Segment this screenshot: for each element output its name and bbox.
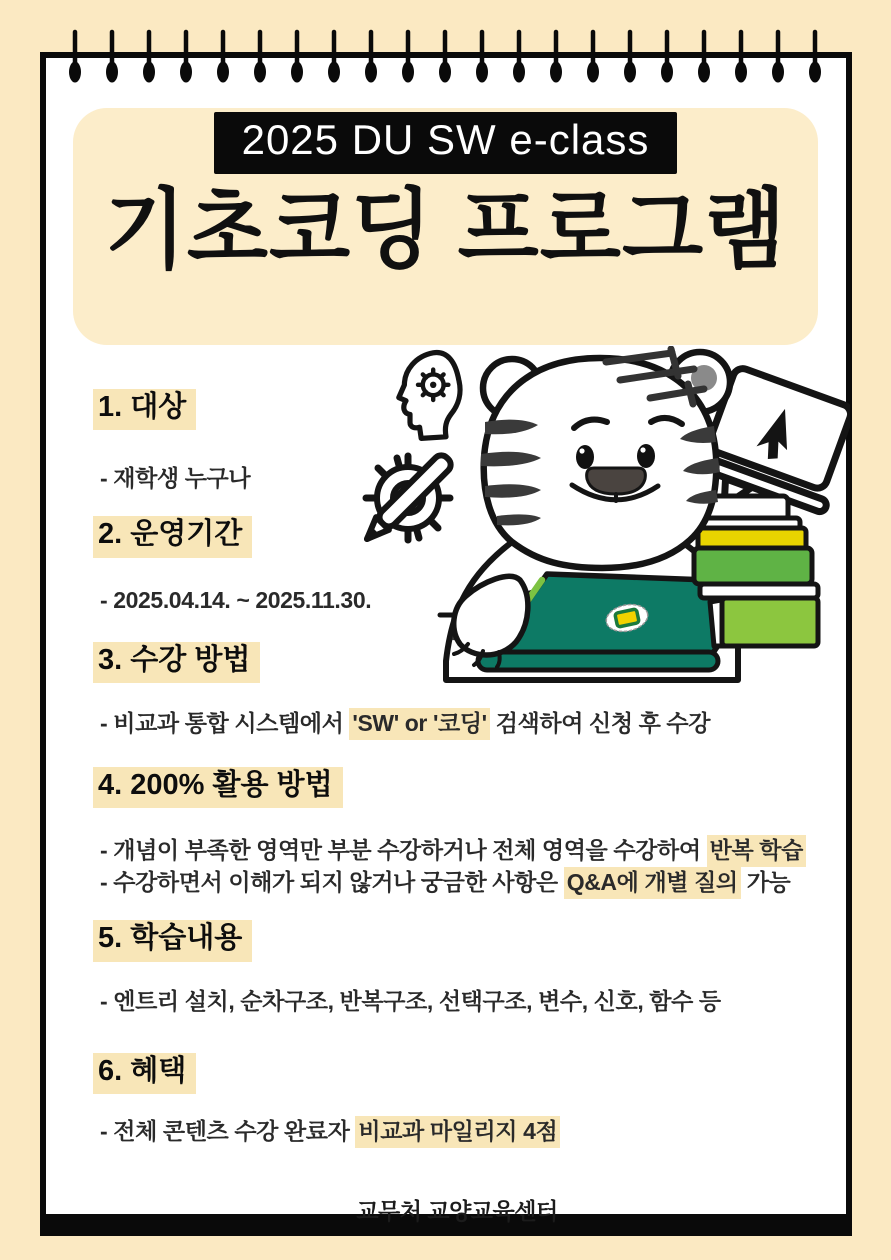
bullet-line: - 2025.04.14. ~ 2025.11.30. xyxy=(100,586,372,613)
section-heading: 2. 운영기간 xyxy=(93,516,252,557)
section-lines xyxy=(98,707,816,739)
info-section xyxy=(98,389,816,494)
bullet-line: - 비교과 통합 시스템에서 'SW' or '코딩' 검색하여 신청 후 수강 xyxy=(98,707,816,739)
section-heading: 3. 수강 방법 xyxy=(93,642,260,683)
footer-text: 교무처 교양교육센터 xyxy=(356,1198,558,1225)
spiral-binding-rings xyxy=(69,32,821,83)
sections xyxy=(98,389,816,1147)
program-badge: 2025 DU SW e-class xyxy=(214,112,678,174)
section-lines xyxy=(98,462,816,494)
bullet-line: - 개념이 부족한 영역만 부분 수강하거나 전체 영역을 수강하여 반복 학습 xyxy=(98,834,816,866)
highlighted-text: 반복 학습 xyxy=(707,835,806,867)
section-lines xyxy=(98,1115,816,1147)
section-heading: 6. 혜택 xyxy=(93,1053,196,1094)
info-section xyxy=(98,920,816,1016)
hero-box xyxy=(73,108,818,345)
section-heading: 5. 학습내용 xyxy=(93,920,252,961)
highlighted-text: 'SW' or '코딩' xyxy=(349,708,489,740)
bullet-line: - 전체 콘텐츠 수강 완료자 비교과 마일리지 4점 xyxy=(98,1115,816,1147)
section-heading: 1. 대상 xyxy=(93,389,196,430)
program-title: 기초코딩 프로그램 xyxy=(104,181,787,279)
section-lines xyxy=(98,834,816,898)
bullet-line: - 재학생 누구나 xyxy=(100,465,251,492)
section-heading: 4. 200% 활용 방법 xyxy=(93,767,343,808)
section-lines xyxy=(98,985,816,1017)
bullet-line: - 수강하면서 이해가 되지 않거나 궁금한 사항은 Q&A에 개별 질의 가능 xyxy=(98,866,816,898)
spiral-binding xyxy=(40,26,852,90)
bullet-line: - 엔트리 설치, 순차구조, 반복구조, 선택구조, 변수, 신호, 함수 등 xyxy=(100,987,721,1014)
section-lines xyxy=(98,584,816,616)
notebook-page xyxy=(40,52,852,1236)
info-section xyxy=(98,767,816,898)
highlighted-text: 비교과 마일리지 4점 xyxy=(355,1116,560,1148)
highlighted-text: Q&A에 개별 질의 xyxy=(564,867,741,899)
info-section xyxy=(98,516,816,615)
info-section xyxy=(98,642,816,739)
info-section xyxy=(98,1053,816,1147)
